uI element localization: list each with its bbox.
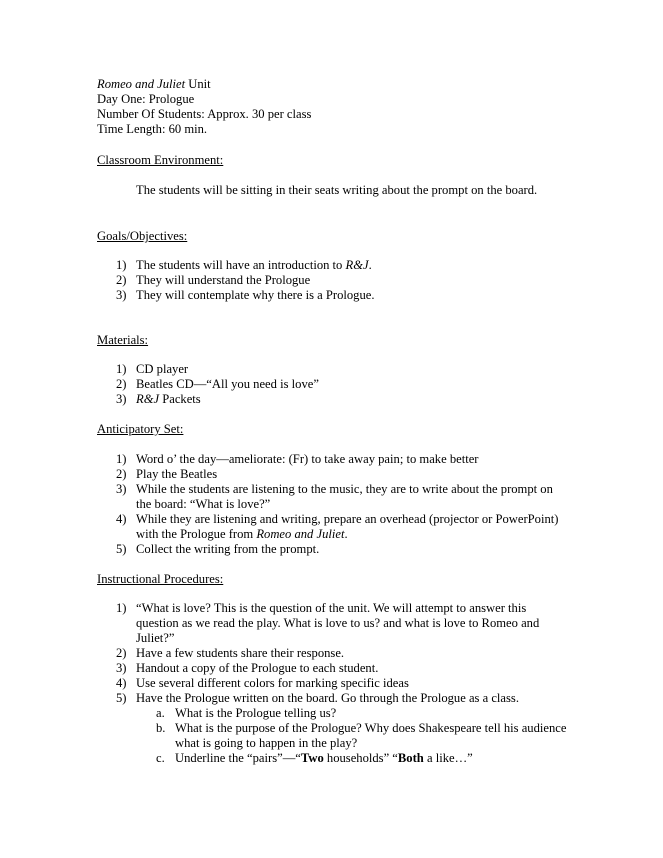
- list-number: 4): [116, 676, 127, 690]
- list-number: 2): [116, 377, 127, 391]
- list-item: [97, 467, 567, 482]
- list-item: [97, 452, 567, 467]
- sub-list-letter: a.: [156, 706, 165, 720]
- list-number: 2): [116, 646, 127, 660]
- item-text: Have a few students share their response.: [136, 646, 345, 660]
- item-text: While the students are listening to the music, they are to write about the prompt on the board: “What is love?”: [136, 482, 553, 511]
- sub-item-text: households” “: [323, 751, 398, 765]
- goals-list: [97, 258, 567, 303]
- item-text: CD player: [136, 362, 189, 376]
- list-item: [97, 377, 567, 392]
- list-number: 1): [116, 362, 127, 376]
- anticipatory-heading: Anticipatory Set:: [97, 422, 184, 436]
- environment-text: The students will be sitting in their seats writing about the prompt on the board.: [136, 183, 538, 197]
- list-number: 1): [116, 258, 127, 272]
- list-item: [97, 258, 567, 273]
- environment-heading: Classroom Environment:: [97, 153, 224, 167]
- sub-list-item: [136, 751, 567, 766]
- list-number: 3): [116, 392, 127, 406]
- list-item: [97, 601, 567, 646]
- item-text: They will contemplate why there is a Prologue.: [136, 288, 375, 302]
- day-line: Day One: Prologue: [97, 92, 195, 106]
- time-line: Time Length: 60 min.: [97, 122, 208, 136]
- sub-item-text: a like…”: [423, 751, 473, 765]
- unit-title-rest: Unit: [185, 77, 211, 91]
- unit-title-italic: Romeo and Juliet: [97, 77, 186, 91]
- sub-item-text: What is the purpose of the Prologue? Why does Shakespeare tell his audience what is going to happen in the play?: [175, 721, 567, 750]
- list-number: 2): [116, 467, 127, 481]
- list-item: [97, 691, 567, 766]
- item-text: “What is love? This is the question of the unit. We will attempt to answer this question as we read the play. What is love to us? and what is love to Romeo and Juliet?”: [136, 601, 540, 645]
- sub-list-letter: b.: [156, 721, 166, 735]
- list-item: [97, 392, 567, 407]
- sub-list-item: [136, 706, 567, 721]
- item-emphasis: R&J: [136, 392, 160, 406]
- item-text-end: Packets: [159, 392, 201, 406]
- item-text: Handout a copy of the Prologue to each student.: [136, 661, 379, 675]
- sub-item-bold: Both: [397, 751, 424, 765]
- item-text: They will understand the Prologue: [136, 273, 311, 287]
- list-number: 5): [116, 691, 127, 705]
- materials-list: [97, 362, 567, 407]
- list-item: [97, 273, 567, 288]
- goals-heading: Goals/Objectives:: [97, 229, 188, 243]
- prologue-sublist: [136, 706, 567, 766]
- item-text: Use several different colors for marking specific ideas: [136, 676, 409, 690]
- sub-item-bold: Two: [300, 751, 324, 765]
- list-number: 5): [116, 542, 127, 556]
- item-emphasis: R&J: [345, 258, 369, 272]
- item-text: Word o’ the day—ameliorate: (Fr) to take away pain; to make better: [136, 452, 479, 466]
- list-number: 1): [116, 601, 127, 615]
- sub-item-text: What is the Prologue telling us?: [175, 706, 337, 720]
- list-number: 3): [116, 482, 127, 496]
- list-number: 3): [116, 288, 127, 302]
- item-text-end: .: [344, 527, 348, 541]
- instructional-heading: Instructional Procedures:: [97, 572, 224, 586]
- item-text: Play the Beatles: [136, 467, 218, 481]
- item-text: Beatles CD—“All you need is love”: [136, 377, 319, 391]
- list-number: 1): [116, 452, 127, 466]
- anticipatory-list: [97, 452, 567, 557]
- list-item: [97, 362, 567, 377]
- item-text-end: .: [368, 258, 372, 272]
- list-number: 3): [116, 661, 127, 675]
- list-item: [97, 482, 567, 512]
- sub-list-letter: c.: [156, 751, 165, 765]
- list-item: [97, 676, 567, 691]
- sub-list-item: [136, 721, 567, 751]
- list-number: 4): [116, 512, 127, 526]
- item-text: Have the Prologue written on the board. Go through the Prologue as a class.: [136, 691, 519, 705]
- list-item: [97, 661, 567, 676]
- item-emphasis: Romeo and Juliet: [256, 527, 345, 541]
- list-item: [97, 288, 567, 303]
- list-item: [97, 646, 567, 661]
- list-item: [97, 542, 567, 557]
- lesson-header: [97, 77, 311, 137]
- list-item: [97, 512, 567, 542]
- item-text: The students will have an introduction to: [136, 258, 346, 272]
- students-line: Number Of Students: Approx. 30 per class: [97, 107, 312, 121]
- item-text: Collect the writing from the prompt.: [136, 542, 320, 556]
- item-text: While they are listening and writing, prepare an overhead (projector or PowerPoint) with the Prologue from: [136, 512, 559, 541]
- list-number: 2): [116, 273, 127, 287]
- unit-title: [97, 77, 311, 92]
- materials-heading: Materials:: [97, 333, 149, 347]
- sub-item-text: Underline the “pairs”—“: [175, 751, 301, 765]
- instructional-list: [97, 601, 567, 766]
